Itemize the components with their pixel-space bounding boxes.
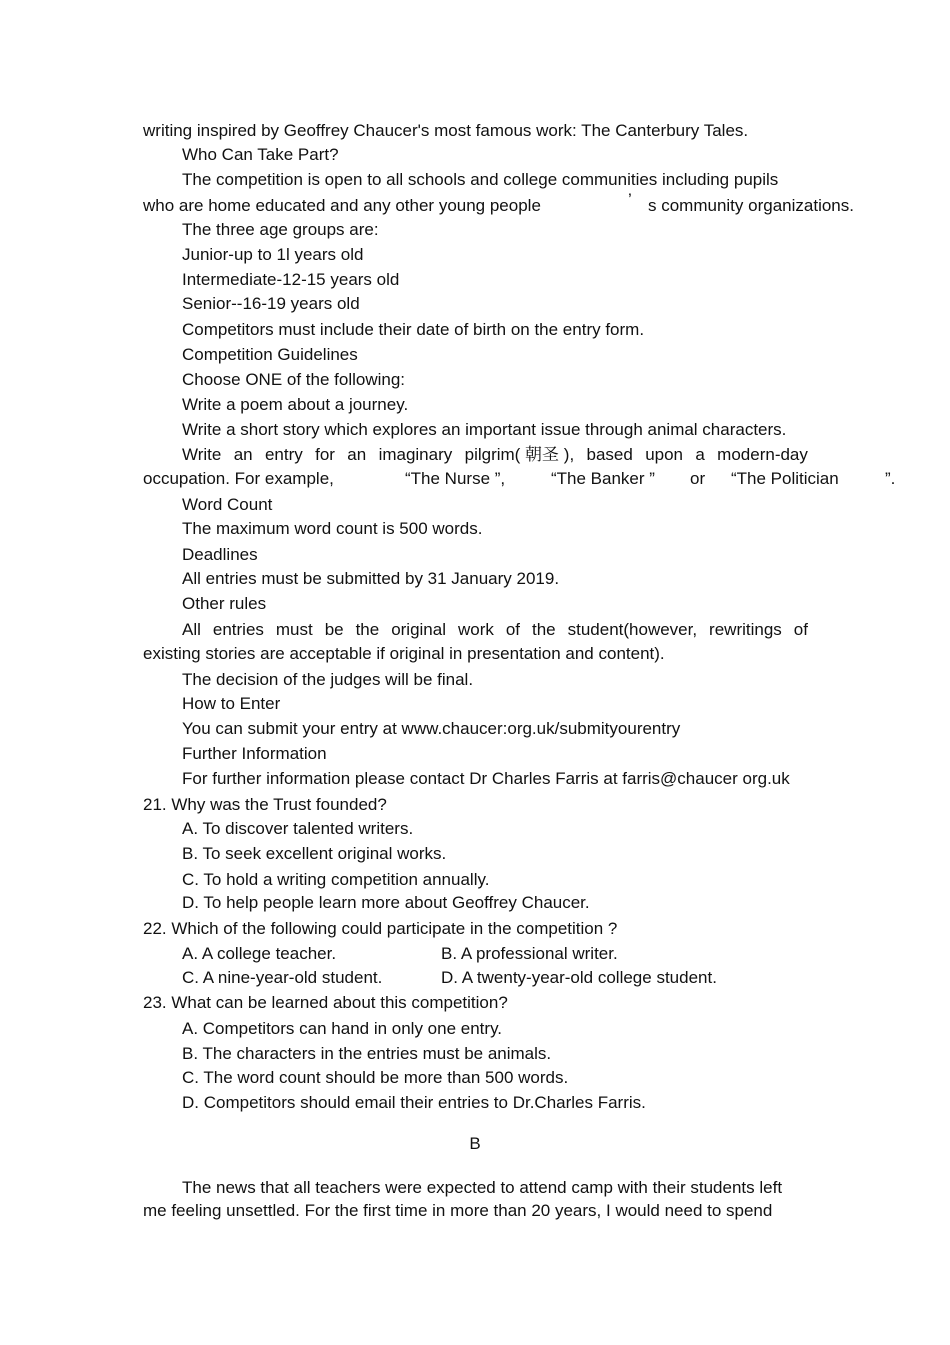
question-23-option-b: B. The characters in the entries must be animals. <box>182 1044 552 1063</box>
further-heading: Further Information <box>182 744 327 763</box>
example-politician: “The Politician <box>731 469 839 488</box>
other-rules-line-1 <box>182 620 808 640</box>
who-line-2b: s community organizations. <box>648 196 854 215</box>
other-rules-word: of <box>505 620 521 639</box>
question-22-option-a: A. A college teacher. <box>182 944 337 963</box>
age-groups-intro: The three age groups are: <box>182 220 379 239</box>
option-entry-word: Write <box>182 445 222 464</box>
age-junior: Junior-up to 1l years old <box>182 245 364 264</box>
who-line-2 <box>143 190 854 216</box>
who-line-2-quote: ’ <box>628 190 632 209</box>
other-rules-word: must <box>275 620 313 639</box>
question-21-option-a: A. To discover talented writers. <box>182 819 414 838</box>
other-rules-word: of <box>793 620 808 639</box>
other-rules-word: the <box>532 620 556 639</box>
other-rules-heading: Other rules <box>182 594 267 613</box>
word-count-text: The maximum word count is 500 words. <box>182 519 483 538</box>
intro-tail: writing inspired by Geoffrey Chaucer's most famous work: The Canterbury Tales. <box>143 121 749 140</box>
choose-one: Choose ONE of the following: <box>182 370 406 389</box>
example-banker: “The Banker ” <box>551 469 655 488</box>
age-intermediate: Intermediate-12-15 years old <box>182 270 400 289</box>
question-21-option-d: D. To help people learn more about Geoffrey Chaucer. <box>182 893 590 912</box>
question-23-option-d: D. Competitors should email their entries to Dr.Charles Farris. <box>182 1093 646 1112</box>
option-poem: Write a poem about a journey. <box>182 395 409 414</box>
deadlines-text: All entries must be submitted by 31 January 2019. <box>182 569 560 588</box>
passage-b-line-1: The news that all teachers were expected to attend camp with their students left <box>182 1178 783 1197</box>
question-22-option-b: B. A professional writer. <box>441 944 618 963</box>
who-line-2a: who are home educated and any other young people <box>143 196 541 215</box>
option-story: Write a short story which explores an important issue through animal characters. <box>182 420 787 439</box>
other-rules-word: rewritings <box>709 620 782 639</box>
option-entry-word: an <box>347 445 367 464</box>
passage-b-line-2: me feeling unsettled. For the first time in more than 20 years, I would need to spend <box>143 1201 773 1220</box>
option-entry-line-1 <box>182 445 808 465</box>
judges-text: The decision of the judges will be final. <box>182 670 474 689</box>
how-heading: How to Enter <box>182 694 281 713</box>
other-rules-word: All <box>182 620 201 639</box>
option-entry-word: entry <box>264 445 303 464</box>
option-entry-word: pilgrim( 朝圣 ), <box>464 445 575 464</box>
question-23-option-c: C. The word count should be more than 500 words. <box>182 1068 569 1087</box>
other-rules-word: the <box>355 620 380 639</box>
option-entry-word: an <box>233 445 253 464</box>
dob-note: Competitors must include their date of birth on the entry form. <box>182 320 645 339</box>
question-22-stem: 22. Which of the following could participate in the competition ? <box>143 919 618 938</box>
option-entry-word: based <box>586 445 633 464</box>
question-23-stem: 23. What can be learned about this competition? <box>143 993 508 1012</box>
guidelines-heading: Competition Guidelines <box>182 345 358 364</box>
option-entry-or: or <box>690 469 706 488</box>
word-count-heading: Word Count <box>182 495 273 514</box>
how-text: You can submit your entry at www.chaucer:org.uk/submityourentry <box>182 719 681 738</box>
other-rules-word: work <box>457 620 494 639</box>
question-22-option-d: D. A twenty-year-old college student. <box>441 968 717 987</box>
option-entry-word: modern-day <box>717 445 808 464</box>
other-rules-word: student(however, <box>567 620 698 639</box>
other-rules-word: be <box>324 620 344 639</box>
other-rules-word: original <box>391 620 446 639</box>
question-21-option-c: C. To hold a writing competition annually. <box>182 870 490 889</box>
option-entry-word: for <box>315 445 335 464</box>
example-politician-end: ”. <box>885 469 896 488</box>
deadlines-heading: Deadlines <box>182 545 258 564</box>
other-rules-line-2: existing stories are acceptable if original in presentation and content). <box>143 644 665 663</box>
other-rules-word: entries <box>212 620 264 639</box>
question-21-option-b: B. To seek excellent original works. <box>182 844 447 863</box>
option-entry-word: upon <box>645 445 684 464</box>
example-nurse: “The Nurse ”, <box>405 469 506 488</box>
question-22-option-c: C. A nine-year-old student. <box>182 968 383 987</box>
who-heading: Who Can Take Part? <box>182 145 339 164</box>
further-text: For further information please contact Dr Charles Farris at farris@chaucer org.uk <box>182 769 790 788</box>
option-entry-word: a <box>695 445 705 464</box>
question-21-stem: 21. Why was the Trust founded? <box>143 795 387 814</box>
option-entry-word: imaginary <box>378 445 453 464</box>
option-entry-line-2 <box>143 469 913 489</box>
question-23-option-a: A. Competitors can hand in only one entry. <box>182 1019 503 1038</box>
age-senior: Senior--16-19 years old <box>182 294 360 313</box>
option-entry-lead: occupation. For example, <box>143 469 334 488</box>
who-line-1: The competition is open to all schools and college communities including pupils <box>182 170 779 189</box>
passage-b-label: B <box>469 1134 481 1153</box>
